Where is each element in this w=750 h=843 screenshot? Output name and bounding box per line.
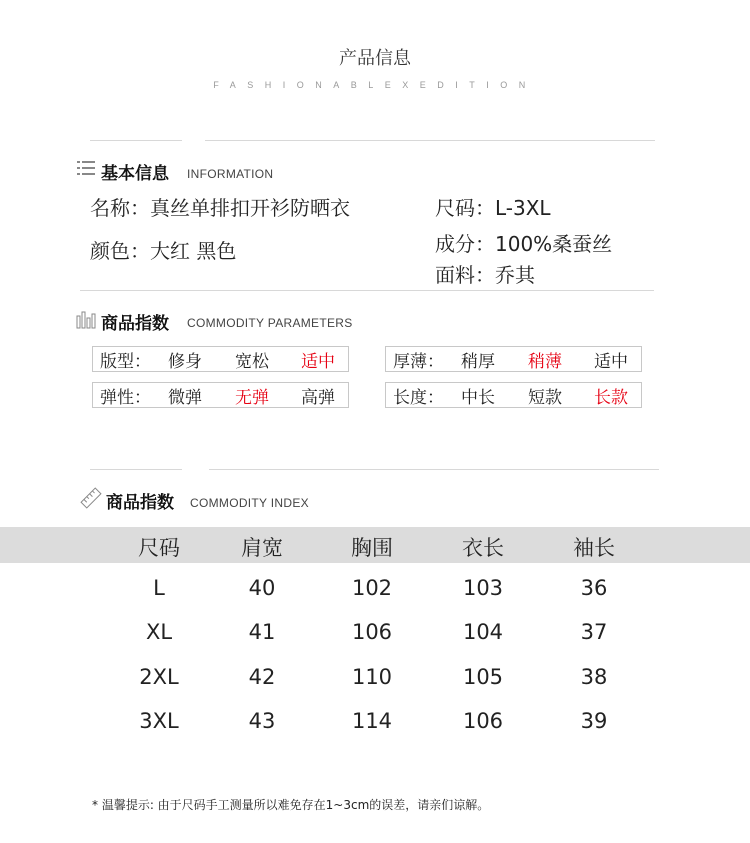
header-cell: 袖长 (573, 536, 615, 560)
param-length (385, 382, 642, 408)
header-cell: 衣长 (462, 536, 504, 560)
param-option-selected: 无弹 (235, 387, 269, 408)
table-cell: 114 (351, 709, 393, 733)
table-cell: 106 (462, 709, 504, 733)
divider-left (90, 140, 182, 141)
param-label: 长度： (393, 387, 444, 408)
bar-chart-icon (76, 308, 98, 330)
size-table-header (0, 527, 750, 563)
param-label: 厚薄： (393, 351, 444, 372)
basic-info-subtitle: INFORMATION (187, 167, 274, 181)
table-cell: 36 (580, 576, 608, 600)
header-cell: 肩宽 (241, 536, 283, 560)
table-cell: 3XL (139, 709, 179, 733)
table-cell: 110 (351, 665, 393, 689)
table-row (0, 709, 750, 739)
table-cell: XL (145, 620, 173, 644)
product-fabric: 面料：乔其 (435, 263, 535, 287)
table-cell: 103 (462, 576, 504, 600)
params-title: 商品指数 (101, 314, 169, 334)
param-option-selected: 适中 (301, 351, 335, 372)
param-option-selected: 长款 (594, 387, 628, 408)
param-fit (92, 346, 349, 372)
divider (80, 290, 654, 291)
param-option: 微弹 (168, 387, 202, 408)
divider-right (205, 140, 655, 141)
table-row (0, 620, 750, 650)
param-elasticity (92, 382, 349, 408)
size-table-subtitle: COMMODITY INDEX (190, 496, 309, 510)
table-cell: 40 (248, 576, 276, 600)
table-cell: 106 (351, 620, 393, 644)
param-option: 修身 (168, 351, 202, 372)
param-option: 短款 (528, 387, 562, 408)
divider-left (90, 469, 182, 470)
params-subtitle: COMMODITY PARAMETERS (187, 316, 353, 330)
param-label: 弹性： (100, 387, 151, 408)
table-cell: L (153, 576, 165, 600)
param-option: 中长 (461, 387, 495, 408)
table-cell: 38 (580, 665, 608, 689)
page-subtitle: FASHIONABLEXEDITION (213, 80, 537, 90)
table-cell: 43 (248, 709, 276, 733)
divider-right (209, 469, 659, 470)
param-thickness (385, 346, 642, 372)
param-option: 稍厚 (461, 351, 495, 372)
param-option: 适中 (594, 351, 628, 372)
product-size: 尺码：L-3XL (435, 196, 551, 220)
table-cell: 102 (351, 576, 393, 600)
param-option: 宽松 (235, 351, 269, 372)
table-cell: 39 (580, 709, 608, 733)
page-title: 产品信息 (339, 48, 411, 69)
product-name: 名称：真丝单排扣开衫防晒衣 (90, 196, 350, 220)
product-color: 颜色：大红 黑色 (90, 239, 237, 263)
param-label: 版型： (100, 351, 151, 372)
table-cell: 41 (248, 620, 276, 644)
table-cell: 2XL (139, 665, 179, 689)
product-composition: 成分：100%桑蚕丝 (435, 232, 613, 256)
table-cell: 42 (248, 665, 276, 689)
list-icon (76, 158, 98, 180)
param-option-selected: 稍薄 (528, 351, 562, 372)
size-table-title: 商品指数 (106, 493, 174, 513)
table-cell: 37 (580, 620, 608, 644)
table-row (0, 576, 750, 606)
table-row (0, 665, 750, 695)
table-cell: 104 (462, 620, 504, 644)
ruler-icon (80, 487, 102, 509)
header-cell: 尺码 (138, 536, 180, 560)
table-cell: 105 (462, 665, 504, 689)
param-option: 高弹 (301, 387, 335, 408)
basic-info-title: 基本信息 (101, 164, 169, 184)
header-cell: 胸围 (351, 536, 393, 560)
size-note: * 温馨提示: 由于尺码手工测量所以难免存在1~3cm的误差，请亲们谅解。 (92, 798, 490, 812)
